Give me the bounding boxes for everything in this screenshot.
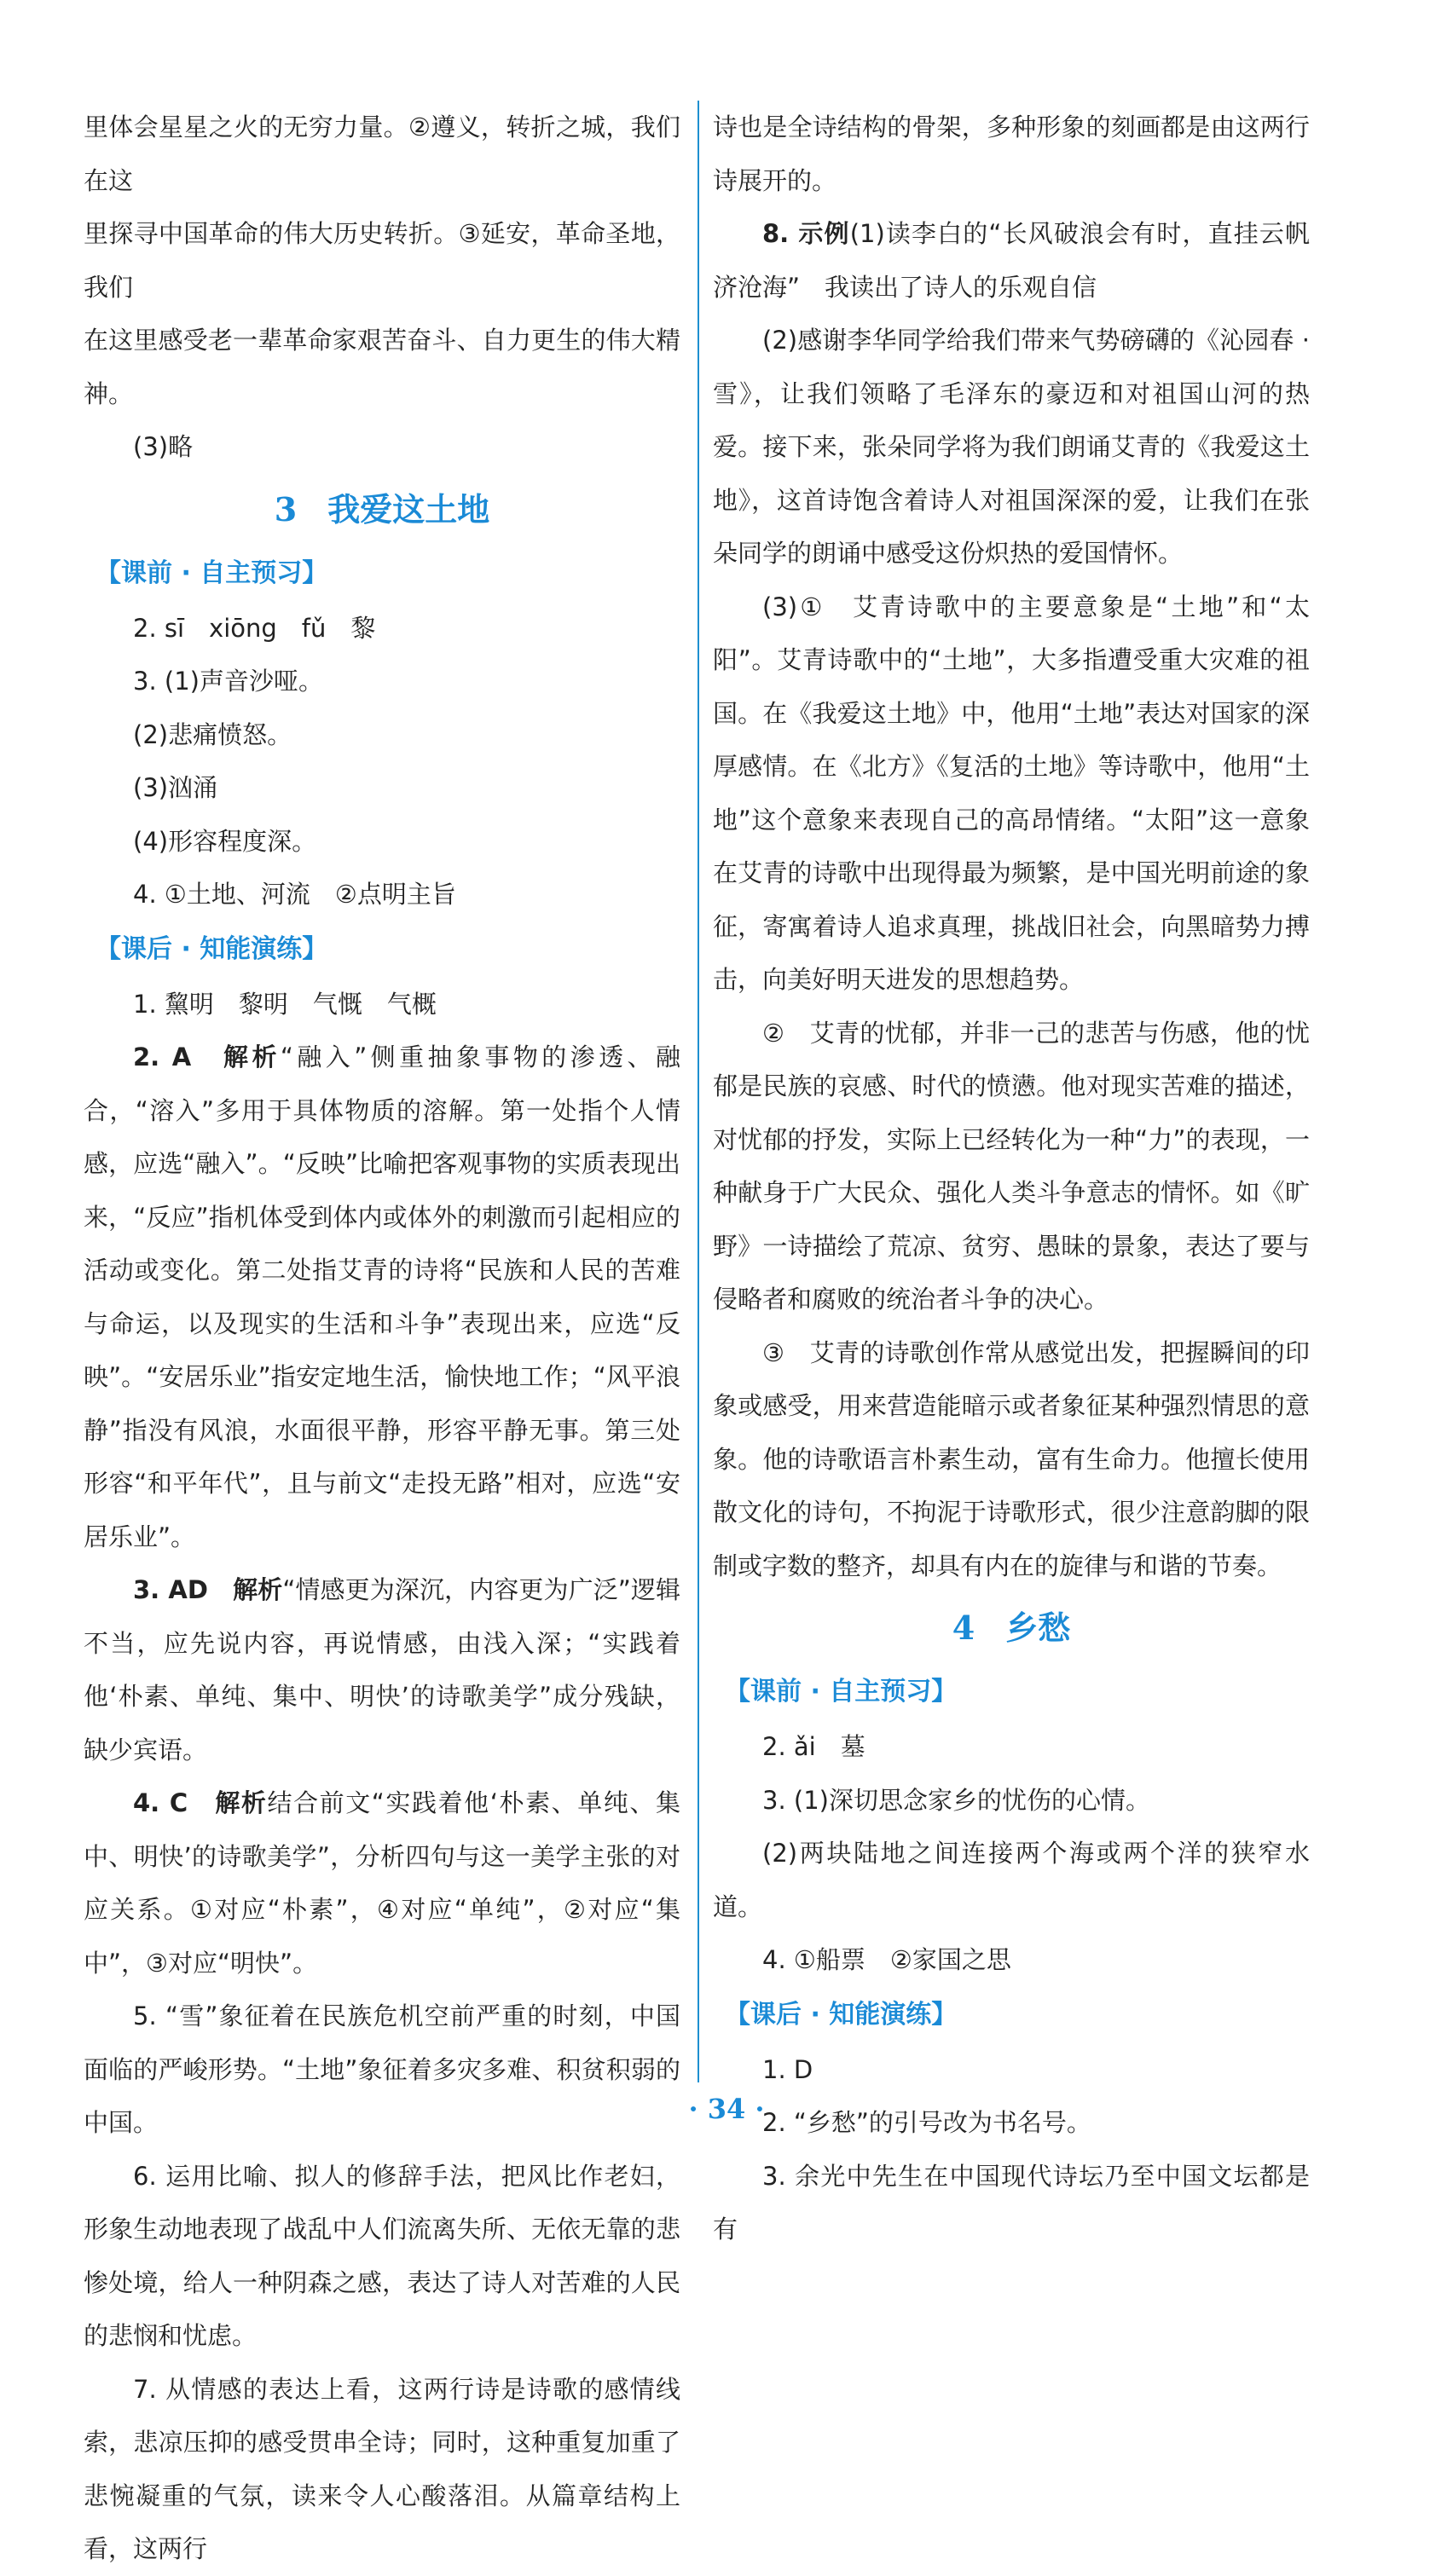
section-4-title: 乡愁 [1005, 1609, 1071, 1647]
post-a2-head: 2. A 解析 [133, 1043, 281, 1071]
section-4-number: 4 [952, 1609, 975, 1647]
post-a4-body: 结合前文“实践着他‘朴素、单纯、集中、明快’的诗歌美学”，分析四句与这一美学主张的对应关系。①对应“朴素”，④对应“单纯”，②对应“集中”，③对应“明快”。 [84, 1788, 681, 1978]
post4-a1: 1. D [762, 2054, 813, 2084]
para-continued-a7: 诗也是全诗结构的骨架，多种形象的刻画都是由这两行诗展开的。 [713, 113, 1310, 195]
post-a3-body: “情感更为深沉，内容更为广泛”逻辑不当，应先说内容，再说情感，由浅入深；“实践着他‘朴素、单纯、集中、明快’的诗歌美学”成分残缺，缺少宾语。 [84, 1575, 680, 1765]
section-3-number: 3 [274, 489, 298, 528]
post-a7: 7. 从情感的表达上看，这两行诗是诗歌的感情线索，悲凉压抑的感受贯串全诗；同时，这种重复加重了悲惋凝重的气氛，读来令人心酸落泪。从篇章结构上看，这两行 [84, 2374, 680, 2563]
post-a2 [84, 1031, 680, 1563]
answer-3-3: (3)略 [133, 432, 194, 461]
pre4-q2: 2. ǎi 墓 [762, 1732, 865, 1761]
post-a4 [84, 1776, 680, 1990]
tag-pre-study-4: 【课前 · 自主预习】 [725, 1677, 958, 1707]
post-a8-3-2: ② 艾青的忧郁，并非一己的悲苦与伤感，他的忧郁是民族的哀感、时代的愤懑。他对现实苦难的描述，对忧郁的抒发，实际上已经转化为一种“力”的表现，一种献身于广大民众、强化人类斗争意志的情怀。如《旷野》一诗描绘了荒凉、贫穷、愚昧的景象，表达了要与侵略者和腐败的统治者斗争的决心。 [713, 1018, 1310, 1314]
post-a8 [713, 207, 1310, 314]
post-a8-3-1: (3)① 艾青诗歌中的主要意象是“土地”和“太阳”。艾青诗歌中的“土地”，大多指遭受重大灾难的祖国。在《我爱这土地》中，他用“土地”表达对国家的深厚感情。在《北方》《复活的土地》等诗歌中，他用“土地”这个意象来表现自己的高昂情绪。“太阳”这一意象在艾青的诗歌中出现得最为频繁，是中国光明前途的象征，寄寓着诗人追求真理，挑战旧社会，向黑暗势力搏击，向美好明天进发的思想趋势。 [713, 592, 1310, 994]
pre-q3-4: (4)形容程度深。 [133, 826, 317, 856]
post-a5: 5. “雪”象征着在民族危机空前严重的时刻，中国面临的严峻形势。“土地”象征着多灾多难、积贫积弱的中国。 [84, 2001, 680, 2137]
para-continued-3: 在这里感受老一辈革命家艰苦奋斗、自力更生的伟大精神。 [84, 326, 680, 408]
tag-post-practice-4: 【课后 · 知能演练】 [725, 1999, 958, 2030]
section-3-heading [84, 474, 680, 546]
post4-a2: 2. “乡愁”的引号改为书名号。 [762, 2108, 1091, 2137]
post-a8-1: (1)读李白的“长风破浪会有时，直挂云帆济沧海” 我读出了诗人的乐观自信 [713, 219, 1310, 302]
post-a3 [84, 1563, 680, 1776]
right-column [713, 101, 1310, 2256]
post-a6: 6. 运用比喻、拟人的修辞手法，把风比作老妇，形象生动地表现了战乱中人们流离失所、无依无靠的悲惨处境，给人一种阴森之感，表达了诗人对苦难的人民的悲悯和忧虑。 [84, 2161, 680, 2350]
post-a8-2: (2)感谢李华同学给我们带来气势磅礴的《沁园春 · 雪》，让我们领略了毛泽东的豪迈和对祖国山河的热爱。接下来，张朵同学将为我们朗诵艾青的《我爱这土地》，这首诗饱含着诗人对祖国深深的爱，让我们在张朵同学的朗诵中感受这份炽热的爱国情怀。 [713, 326, 1310, 568]
pre4-q4: 4. ①船票 ②家国之思 [762, 1945, 1011, 1974]
pre-q2: 2. sī xiōng fǔ 黎 [133, 613, 376, 643]
post-a1: 1. 黧明 黎明 气慨 气概 [133, 989, 437, 1019]
post-a8-head: 8. 示例 [762, 219, 850, 248]
post4-a3: 3. 余光中先生在中国现代诗坛乃至中国文坛都是有 [713, 2161, 1310, 2244]
pre-q3-1: 3. (1)声音沙哑。 [133, 667, 323, 696]
pre-q3-2: (2)悲痛愤怒。 [133, 719, 292, 749]
post-a3-head: 3. AD 解析 [133, 1575, 283, 1604]
tag-post-practice: 【课后 · 知能演练】 [96, 933, 328, 964]
post-a4-head: 4. C 解析 [133, 1788, 268, 1817]
tag-pre-study: 【课前 · 自主预习】 [96, 557, 328, 588]
post-a8-3-3: ③ 艾青的诗歌创作常从感觉出发，把握瞬间的印象或感受，用来营造能暗示或者象征某种强烈情思的意象。他的诗歌语言朴素生动，富有生命力。他擅长使用散文化的诗句，不拘泥于诗歌形式，很少注意韵脚的限制或字数的整齐，却具有内在的旋律与和谐的节奏。 [713, 1337, 1310, 1580]
para-continued-2: 里探寻中国革命的伟大历史转折。③延安，革命圣地，我们 [84, 219, 680, 302]
pre4-q3-2: (2)两块陆地之间连接两个海或两个洋的狭窄水道。 [713, 1839, 1310, 1921]
page-number: · 34 · [688, 2093, 765, 2125]
section-4-heading [713, 1592, 1310, 1664]
pre4-q3-1: 3. (1)深切思念家乡的忧伤的心情。 [762, 1785, 1150, 1815]
left-column [84, 101, 680, 2576]
pre-q3-3: (3)汹涌 [133, 773, 218, 802]
pre-q4: 4. ①土地、河流 ②点明主旨 [133, 880, 456, 909]
section-3-title: 我爱这土地 [327, 489, 490, 528]
para-continued-1: 里体会星星之火的无穷力量。②遵义，转折之城，我们在这 [84, 113, 680, 195]
column-divider [698, 101, 699, 2082]
post-a2-body: “融入”侧重抽象事物的渗透、融合，“溶入”多用于具体物质的溶解。第一处指个人情感，应选“融入”。“反映”比喻把客观事物的实质表现出来，“反应”指机体受到体内或体外的刺激而引起相应的活动或变化。第二处指艾青的诗将“民族和人民的苦难与命运，以及现实的生活和斗争”表现出来，应选“反映”。“安居乐业”指安定地生活，愉快地工作；“风平浪静”指没有风浪，水面很平静，形容平静无事。第三处形容“和平年代”，且与前文“走投无路”相对，应选“安居乐业”。 [84, 1043, 680, 1551]
